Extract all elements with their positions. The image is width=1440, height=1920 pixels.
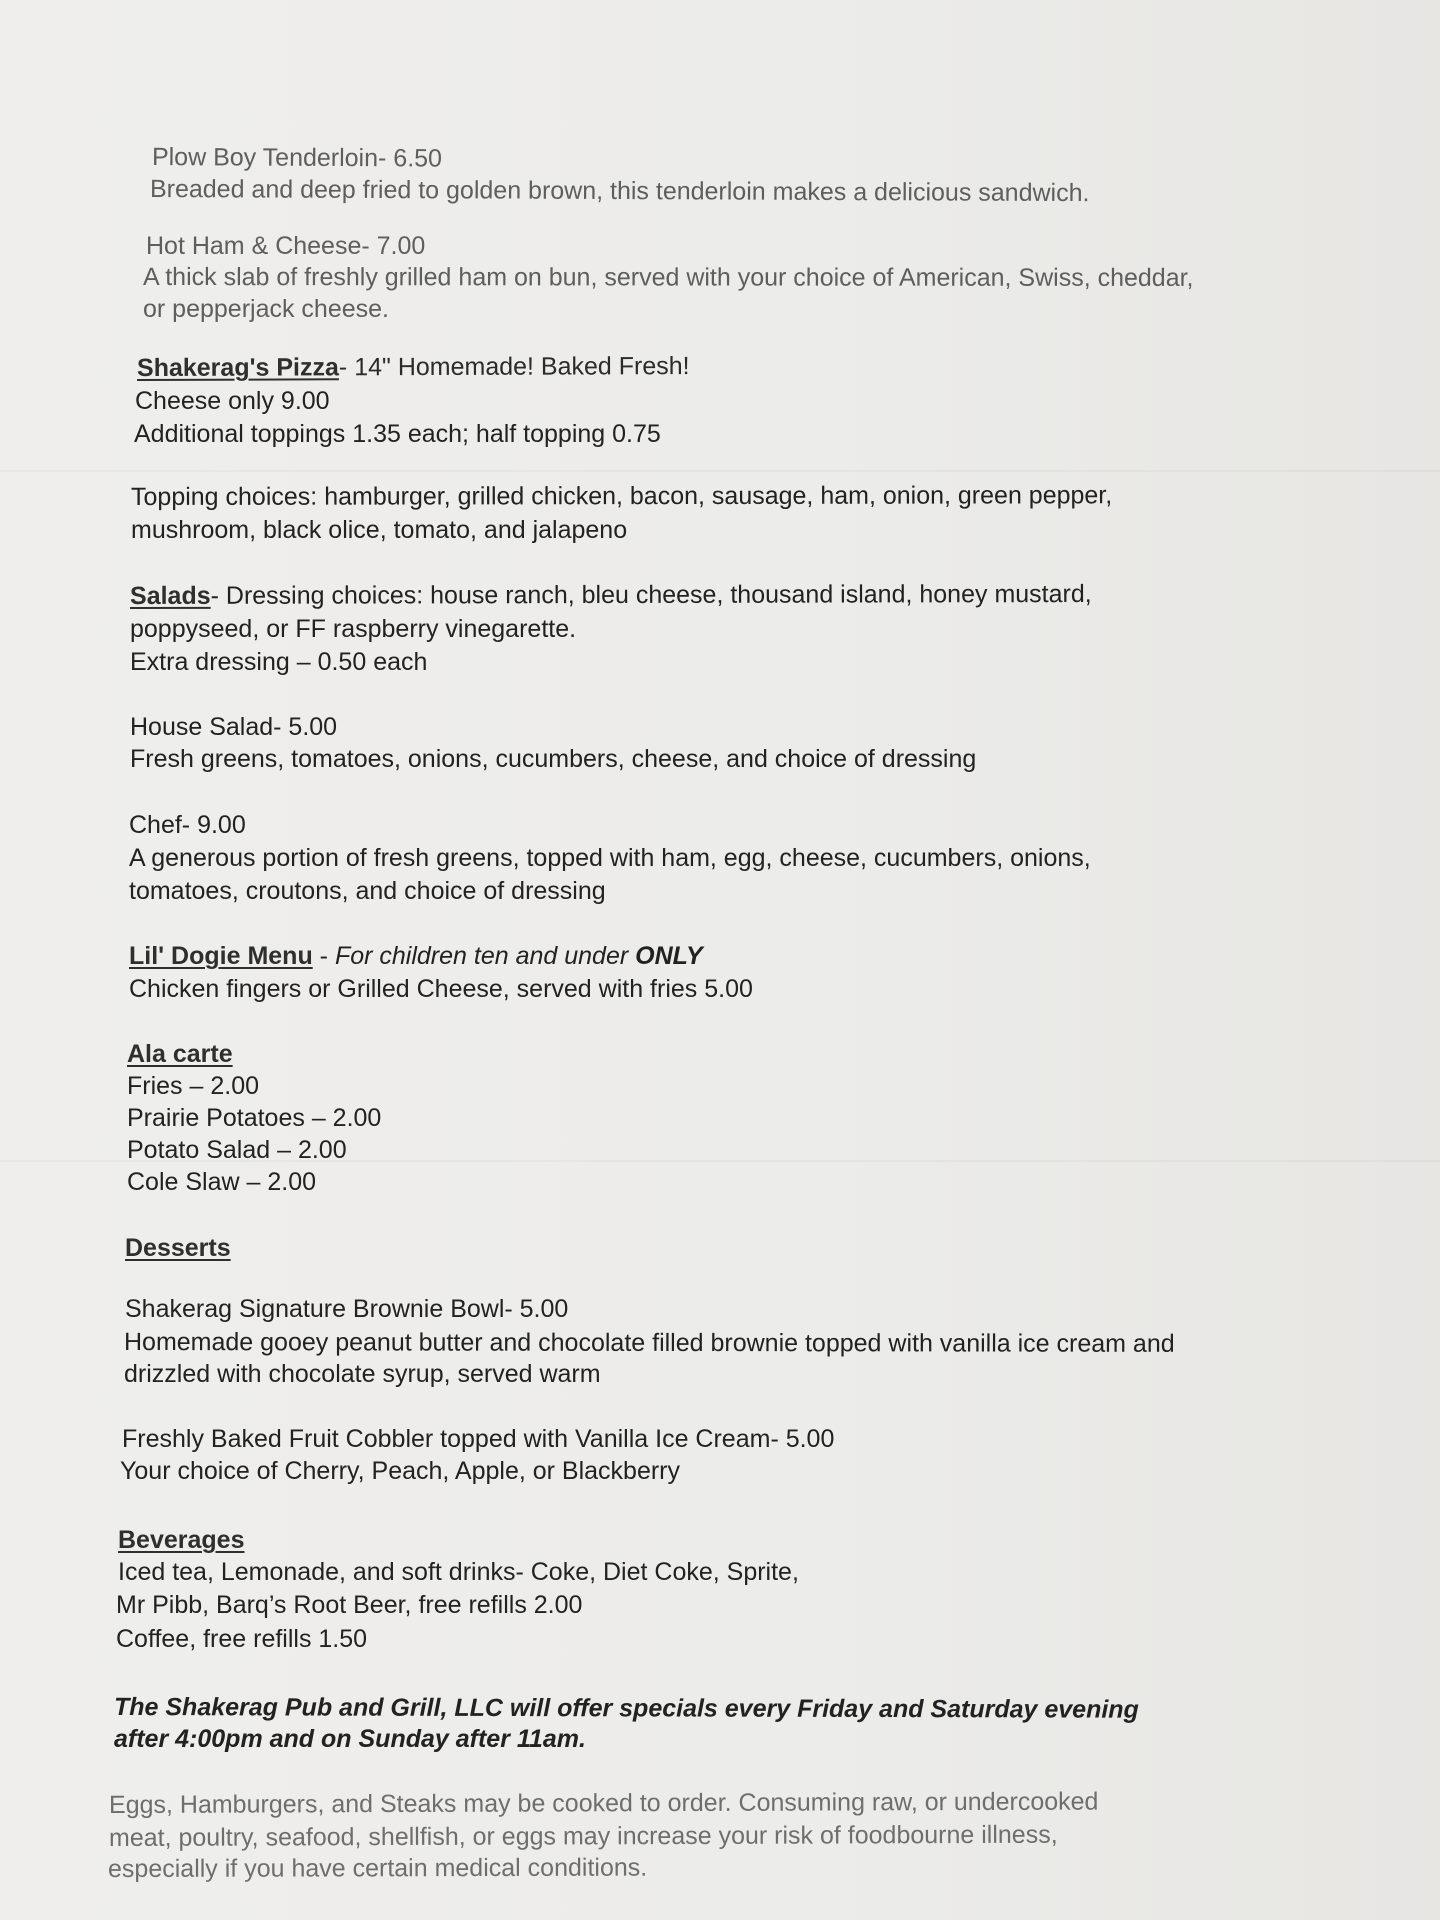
item-description: or pepperjack cheese. — [143, 295, 389, 323]
item-description: Breaded and deep fried to golden brown, this tenderloin makes a delicious sandwich. — [149, 175, 1090, 208]
item-description: Fresh greens, tomatoes, onions, cucumbers, cheese, and choice of dressing — [130, 745, 977, 773]
food-safety-notice: Eggs, Hamburgers, and Steaks may be cooked to order. Consuming raw, or undercooked — [108, 1787, 1099, 1819]
kids-heading-line — [129, 940, 703, 972]
section-heading: Shakerag's Pizza — [136, 353, 339, 382]
price-line: Cheese only 9.00 — [135, 387, 330, 415]
list-item: Cole Slaw – 2.00 — [127, 1168, 317, 1196]
section-subtitle-italic: For children ten and under — [334, 942, 636, 970]
beverage-line: Mr Pibb, Barq’s Root Beer, free refills 2.00 — [116, 1591, 583, 1619]
section-heading: Beverages — [118, 1526, 245, 1554]
beverage-line: Iced tea, Lemonade, and soft drinks- Coke, Diet Coke, Sprite, — [118, 1558, 799, 1586]
list-item: Potato Salad – 2.00 — [127, 1136, 347, 1164]
item-description: tomatoes, croutons, and choice of dressing — [129, 877, 606, 905]
specials-note: The Shakerag Pub and Grill, LLC will offer specials every Friday and Saturday evening — [113, 1693, 1139, 1724]
item-title: Shakerag Signature Brownie Bowl- 5.00 — [125, 1295, 569, 1323]
item-description: drizzled with chocolate syrup, served warm — [124, 1360, 601, 1388]
specials-note: after 4:00pm and on Sunday after 11am. — [114, 1725, 586, 1753]
item-description: Homemade gooey peanut butter and chocolate filled brownie topped with vanilla ice cream and — [123, 1328, 1175, 1358]
topping-choices: Topping choices: hamburger, grilled chicken, bacon, sausage, ham, onion, green pepper, — [130, 481, 1113, 511]
price-line: Extra dressing – 0.50 each — [130, 648, 428, 676]
price-line: Additional toppings 1.35 each; half topping 0.75 — [134, 420, 661, 448]
list-item: Prairie Potatoes – 2.00 — [127, 1104, 382, 1132]
section-heading: Lil' Dogie Menu — [129, 942, 313, 970]
item-title: Freshly Baked Fruit Cobbler topped with Vanilla Ice Cream- 5.00 — [122, 1425, 835, 1453]
item-title: Hot Ham & Cheese- 7.00 — [146, 232, 426, 260]
dressing-options: poppyseed, or FF raspberry vinegarette. — [130, 615, 577, 643]
item-description: Your choice of Cherry, Peach, Apple, or Blackberry — [120, 1457, 681, 1485]
section-subtitle: - Dressing choices: house ranch, bleu cheese, thousand island, honey mustard, — [210, 579, 1092, 610]
item-title: Chef- 9.00 — [129, 811, 246, 839]
list-item: Fries – 2.00 — [127, 1072, 260, 1100]
topping-choices: mushroom, black olice, tomato, and jalapeno — [131, 516, 628, 544]
section-subtitle: - 14" Homemade! Baked Fresh! — [338, 352, 690, 382]
section-heading: Salads — [129, 581, 211, 610]
item-description: A generous portion of fresh greens, topped with ham, egg, cheese, cucumbers, onions, — [129, 844, 1091, 872]
food-safety-notice: especially if you have certain medical conditions. — [107, 1853, 648, 1883]
pizza-heading-line — [137, 350, 690, 384]
item-description: A thick slab of freshly grilled ham on bun, served with your choice of American, Swiss, cheddar, — [142, 263, 1194, 292]
beverage-line: Coffee, free refills 1.50 — [116, 1625, 368, 1653]
food-safety-notice: meat, poultry, seafood, shellfish, or eggs may increase your risk of foodbourne illness, — [108, 1820, 1058, 1852]
item-title: House Salad- 5.00 — [130, 713, 338, 741]
salads-heading-line — [130, 578, 1092, 612]
section-subtitle-prefix: - — [312, 942, 335, 970]
item-description: Chicken fingers or Grilled Cheese, served with fries 5.00 — [129, 975, 753, 1003]
section-subtitle-bold: ONLY — [635, 942, 703, 970]
section-heading: Ala carte — [127, 1040, 233, 1068]
item-title: Plow Boy Tenderloin- 6.50 — [151, 143, 443, 173]
section-heading: Desserts — [125, 1234, 231, 1262]
